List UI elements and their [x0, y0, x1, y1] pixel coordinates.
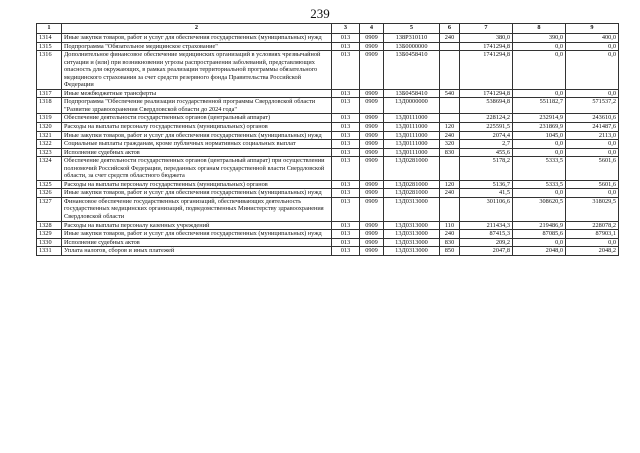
amount-year-1: 538694,8 [460, 98, 513, 114]
ministry-code: 013 [332, 98, 360, 114]
target-item-code: 13Д0281000 [384, 157, 440, 181]
header-cell: 5 [384, 24, 440, 34]
table-row [37, 98, 619, 114]
table-row [37, 34, 619, 43]
expense-type-code: 110 [440, 221, 460, 230]
row-name: Исполнение судебных актов [62, 238, 332, 247]
amount-year-2: 0,0 [513, 238, 566, 247]
ministry-code: 013 [332, 42, 360, 51]
table-row [37, 197, 619, 221]
section-code: 0909 [360, 230, 384, 239]
header-cell: 2 [62, 24, 332, 34]
table-row [37, 238, 619, 247]
amount-year-2: 231869,9 [513, 123, 566, 132]
amount-year-3: 0,0 [566, 89, 619, 98]
amount-year-3: 87903,1 [566, 230, 619, 239]
row-name: Иные закупки товаров, работ и услуг для обеспечения государственных (муниципальных) нужд [62, 230, 332, 239]
section-code: 0909 [360, 247, 384, 256]
row-name: Дополнительное финансовое обеспечение медицинских организаций в условиях чрезвычайной ситуации и (или) при возникновении угрозы распространения заболеваний, представляющих опасность для окружающих, в рамках реализации территориальной программы обязательного медицинского страхования за счет средств резервного фонда Правительства Российской Федерации [62, 51, 332, 90]
amount-year-2: 390,0 [513, 34, 566, 43]
section-code: 0909 [360, 189, 384, 198]
row-name: Обеспечение деятельности государственных органов (центральный аппарат) [62, 114, 332, 123]
amount-year-3: 5601,6 [566, 180, 619, 189]
amount-year-1: 455,6 [460, 148, 513, 157]
row-name: Социальные выплаты гражданам, кроме публичных нормативных социальных выплат [62, 140, 332, 149]
amount-year-3: 0,0 [566, 51, 619, 90]
target-item-code: 13Д0313000 [384, 238, 440, 247]
target-item-code: 13Д0000000 [384, 98, 440, 114]
expense-type-code: 830 [440, 148, 460, 157]
table-row [37, 157, 619, 181]
ministry-code: 013 [332, 51, 360, 90]
row-name: Уплата налогов, сборов и иных платежей [62, 247, 332, 256]
amount-year-3: 0,0 [566, 148, 619, 157]
amount-year-2: 0,0 [513, 51, 566, 90]
amount-year-2: 1045,0 [513, 131, 566, 140]
table-row [37, 51, 619, 90]
header-cell: 8 [513, 24, 566, 34]
amount-year-1: 2,7 [460, 140, 513, 149]
section-code: 0909 [360, 157, 384, 181]
amount-year-1: 225591,5 [460, 123, 513, 132]
target-item-code: 13Д0111000 [384, 114, 440, 123]
expense-type-code: 240 [440, 131, 460, 140]
amount-year-1: 301106,6 [460, 197, 513, 221]
expense-type-code: 120 [440, 180, 460, 189]
row-number: 1326 [37, 189, 62, 198]
target-item-code: 13Д0313000 [384, 221, 440, 230]
ministry-code: 013 [332, 140, 360, 149]
row-name: Подпрограмма "Обеспечение реализации государственной программы Свердловской области "Развитие здравоохранения Свердловской области до 2024 года" [62, 98, 332, 114]
amount-year-3: 228078,2 [566, 221, 619, 230]
table-row [37, 189, 619, 198]
table-row [37, 131, 619, 140]
amount-year-3: 0,0 [566, 238, 619, 247]
amount-year-2: 219486,9 [513, 221, 566, 230]
amount-year-2: 5333,5 [513, 157, 566, 181]
row-name: Иные закупки товаров, работ и услуг для обеспечения государственных (муниципальных) нужд [62, 34, 332, 43]
table-row [37, 148, 619, 157]
ministry-code: 013 [332, 180, 360, 189]
section-code: 0909 [360, 123, 384, 132]
amount-year-3: 0,0 [566, 140, 619, 149]
amount-year-1: 5136,7 [460, 180, 513, 189]
amount-year-2: 0,0 [513, 148, 566, 157]
target-item-code: 13Д0111000 [384, 140, 440, 149]
table-row [37, 89, 619, 98]
amount-year-1: 41,5 [460, 189, 513, 198]
expense-type-code [440, 42, 460, 51]
header-cell: 9 [566, 24, 619, 34]
table-row [37, 114, 619, 123]
table-row [37, 221, 619, 230]
expense-type-code: 540 [440, 89, 460, 98]
row-number: 1320 [37, 123, 62, 132]
section-code: 0909 [360, 51, 384, 90]
section-code: 0909 [360, 221, 384, 230]
amount-year-1: 1741294,8 [460, 89, 513, 98]
amount-year-2: 5333,5 [513, 180, 566, 189]
ministry-code: 013 [332, 114, 360, 123]
row-number: 1330 [37, 238, 62, 247]
target-item-code: 13Д0281000 [384, 180, 440, 189]
target-item-code: 13Д0313000 [384, 230, 440, 239]
expense-type-code [440, 197, 460, 221]
header-cell: 6 [440, 24, 460, 34]
amount-year-2: 0,0 [513, 140, 566, 149]
target-item-code: 13Д0313000 [384, 197, 440, 221]
table-row [37, 230, 619, 239]
section-code: 0909 [360, 89, 384, 98]
expense-type-code: 240 [440, 230, 460, 239]
amount-year-1: 228124,2 [460, 114, 513, 123]
row-name: Обеспечение деятельности государственных органов (центральный аппарат) при осуществлении полномочий Российской Федерации, переданных органам государственной власти Свердловской области, за счет средств областного бюджета [62, 157, 332, 181]
amount-year-3: 241487,6 [566, 123, 619, 132]
section-code: 0909 [360, 131, 384, 140]
ministry-code: 013 [332, 157, 360, 181]
amount-year-2: 0,0 [513, 42, 566, 51]
row-name: Расходы на выплаты персоналу казенных учреждений [62, 221, 332, 230]
row-name: Иные закупки товаров, работ и услуг для обеспечения государственных (муниципальных) нужд [62, 189, 332, 198]
amount-year-1: 2074,4 [460, 131, 513, 140]
expense-type-code: 240 [440, 189, 460, 198]
row-number: 1322 [37, 140, 62, 149]
amount-year-2: 551182,7 [513, 98, 566, 114]
row-number: 1323 [37, 148, 62, 157]
expense-type-code [440, 114, 460, 123]
target-item-code: 13Д0111000 [384, 148, 440, 157]
amount-year-3: 400,0 [566, 34, 619, 43]
amount-year-1: 1741294,8 [460, 42, 513, 51]
table-row [37, 180, 619, 189]
header-cell: 3 [332, 24, 360, 34]
section-code: 0909 [360, 34, 384, 43]
amount-year-3: 2113,0 [566, 131, 619, 140]
row-name: Расходы на выплаты персоналу государственных (муниципальных) органов [62, 123, 332, 132]
header-cell: 7 [460, 24, 513, 34]
amount-year-1: 211434,3 [460, 221, 513, 230]
ministry-code: 013 [332, 131, 360, 140]
ministry-code: 013 [332, 247, 360, 256]
amount-year-2: 232914,9 [513, 114, 566, 123]
amount-year-2: 0,0 [513, 189, 566, 198]
amount-year-3: 2048,2 [566, 247, 619, 256]
budget-table [36, 23, 619, 256]
row-number: 1319 [37, 114, 62, 123]
amount-year-1: 380,0 [460, 34, 513, 43]
target-item-code: 13Б0000000 [384, 42, 440, 51]
amount-year-3: 318029,5 [566, 197, 619, 221]
expense-type-code: 320 [440, 140, 460, 149]
amount-year-1: 5178,2 [460, 157, 513, 181]
amount-year-1: 209,2 [460, 238, 513, 247]
ministry-code: 013 [332, 238, 360, 247]
amount-year-1: 2047,8 [460, 247, 513, 256]
row-number: 1315 [37, 42, 62, 51]
row-number: 1318 [37, 98, 62, 114]
amount-year-2: 2048,0 [513, 247, 566, 256]
row-number: 1316 [37, 51, 62, 90]
amount-year-2: 0,0 [513, 89, 566, 98]
row-number: 1331 [37, 247, 62, 256]
expense-type-code: 120 [440, 123, 460, 132]
section-code: 0909 [360, 180, 384, 189]
row-number: 1321 [37, 131, 62, 140]
ministry-code: 013 [332, 197, 360, 221]
target-item-code: 138Р310110 [384, 34, 440, 43]
amount-year-3: 243610,6 [566, 114, 619, 123]
target-item-code: 13Д0313000 [384, 247, 440, 256]
row-number: 1328 [37, 221, 62, 230]
ministry-code: 013 [332, 123, 360, 132]
row-name: Исполнение судебных актов [62, 148, 332, 157]
section-code: 0909 [360, 140, 384, 149]
ministry-code: 013 [332, 148, 360, 157]
row-name: Иные закупки товаров, работ и услуг для обеспечения государственных (муниципальных) нужд [62, 131, 332, 140]
row-number: 1314 [37, 34, 62, 43]
expense-type-code [440, 98, 460, 114]
amount-year-3: 571537,2 [566, 98, 619, 114]
row-number: 1317 [37, 89, 62, 98]
section-code: 0909 [360, 238, 384, 247]
ministry-code: 013 [332, 189, 360, 198]
ministry-code: 013 [332, 89, 360, 98]
row-name: Иные межбюджетные трансферты [62, 89, 332, 98]
row-name: Расходы на выплаты персоналу государственных (муниципальных) органов [62, 180, 332, 189]
section-code: 0909 [360, 114, 384, 123]
amount-year-3: 5601,6 [566, 157, 619, 181]
amount-year-3: 0,0 [566, 189, 619, 198]
expense-type-code: 830 [440, 238, 460, 247]
target-item-code: 13Б0458410 [384, 89, 440, 98]
ministry-code: 013 [332, 230, 360, 239]
expense-type-code: 240 [440, 34, 460, 43]
table-row [37, 247, 619, 256]
amount-year-2: 87085,6 [513, 230, 566, 239]
header-cell: 1 [37, 24, 62, 34]
header-cell: 4 [360, 24, 384, 34]
table-row [37, 140, 619, 149]
target-item-code: 13Д0111000 [384, 131, 440, 140]
expense-type-code [440, 157, 460, 181]
amount-year-3: 0,0 [566, 42, 619, 51]
section-code: 0909 [360, 148, 384, 157]
section-code: 0909 [360, 42, 384, 51]
row-name: Финансовое обеспечение государственных организаций, обеспечивающих деятельность государственных медицинских организаций, подведомственных Министерству здравоохранения Свердловской области [62, 197, 332, 221]
expense-type-code: 850 [440, 247, 460, 256]
page-number: 239 [310, 6, 330, 21]
row-number: 1325 [37, 180, 62, 189]
row-number: 1324 [37, 157, 62, 181]
ministry-code: 013 [332, 221, 360, 230]
section-code: 0909 [360, 197, 384, 221]
target-item-code: 13Д0111000 [384, 123, 440, 132]
expense-type-code [440, 51, 460, 90]
table-row [37, 123, 619, 132]
amount-year-2: 308620,5 [513, 197, 566, 221]
row-number: 1327 [37, 197, 62, 221]
table-header-row [37, 24, 619, 34]
amount-year-1: 87415,3 [460, 230, 513, 239]
row-number: 1329 [37, 230, 62, 239]
target-item-code: 13Б0458410 [384, 51, 440, 90]
table-row [37, 42, 619, 51]
target-item-code: 13Д0281000 [384, 189, 440, 198]
amount-year-1: 1741294,8 [460, 51, 513, 90]
ministry-code: 013 [332, 34, 360, 43]
row-name: Подпрограмма "Обязательное медицинское страхование" [62, 42, 332, 51]
section-code: 0909 [360, 98, 384, 114]
